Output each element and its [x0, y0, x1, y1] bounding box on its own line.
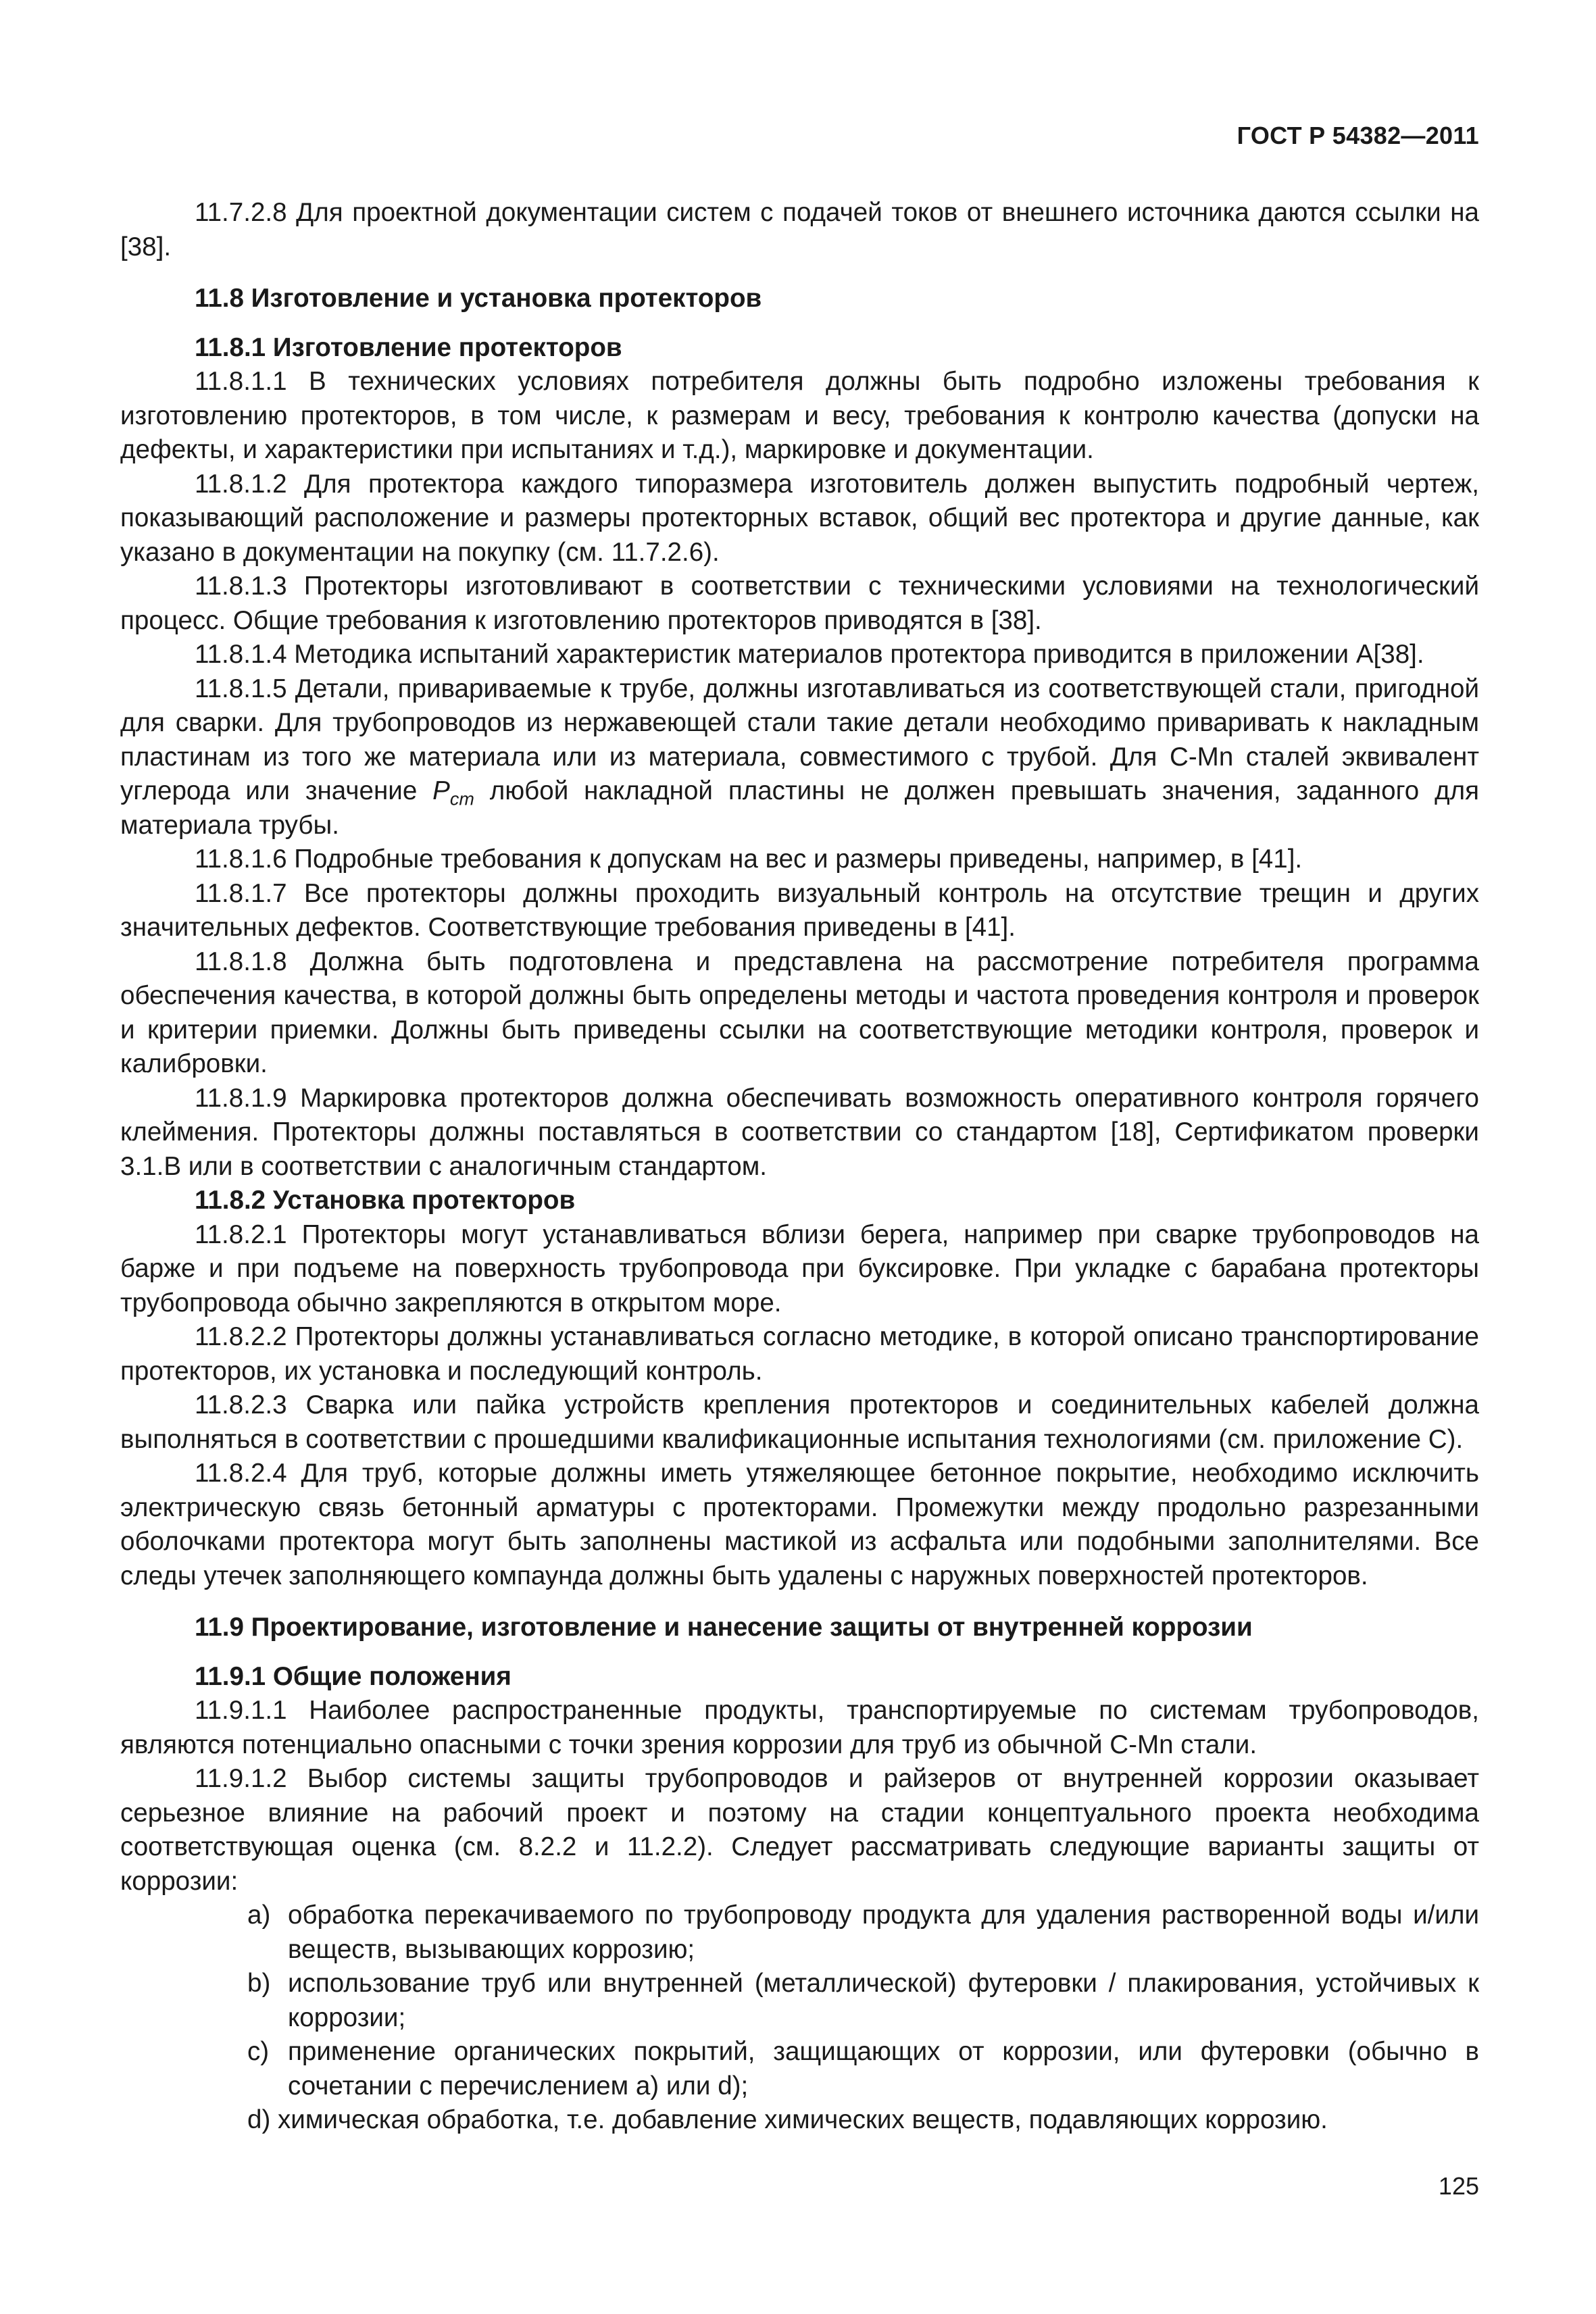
pcm-letter: P — [432, 776, 450, 805]
paragraph-11-8-1-5-part-b: любой накладной пластины не должен превышать значения, заданного для материала трубы. — [120, 776, 1480, 840]
paragraph-11-8-1-4: 11.8.1.4 Методика испытаний характеристик материалов протектора приводится в приложении А[38]. — [195, 640, 1424, 669]
list-marker: а) — [247, 1901, 271, 1930]
paragraph-11-8-1-3: 11.8.1.3 Протекторы изготовливают в соответствии с техническими условиями на технологический процесс. Общие требования к изготовлению протекторов приводятся в [38]. — [120, 572, 1479, 635]
paragraph-11-8-2-3: 11.8.2.3 Сварка или пайка устройств крепления протекторов и соединительных кабелей должна выполняться в соответствии с прошедшими квалификационные испытания технологиями (см. приложение С). — [120, 1390, 1479, 1454]
paragraph-11-8-1-5 — [120, 672, 1479, 843]
paragraph-11-8-1-5-part-a: 11.8.1.5 Детали, привариваемые к трубе, должны изготавливаться из соответствующей стали, пригодной для сварки. Для трубопроводов из нержавеющей стали такие детали необходимо приваривать к накладным пластинам из того же материала или из материала, совместимого с трубой. Для C-Mn сталей эквивалент углерода или значение — [120, 674, 1479, 805]
document-page — [120, 115, 1479, 2277]
list-marker: b) — [247, 1969, 271, 1998]
protection-options-list — [120, 1898, 1479, 2138]
list-item — [120, 1898, 1479, 1967]
subsection-heading-11-8-1: 11.8.1 Изготовление протекторов — [195, 332, 622, 362]
pcm-subscript: cm — [449, 788, 474, 809]
paragraph-11-9-1-2: 11.9.1.2 Выбор системы защиты трубопроводов и райзеров от внутренней коррозии оказывает серьезное влияние на рабочий проект и поэтому на стадии концептуального проекта необходима соответствующая оценка (см. 8.2.2 и 11.2.2). Следует рассматривать следующие варианты защиты от коррозии: — [120, 1764, 1479, 1896]
paragraph-11-8-1-7: 11.8.1.7 Все протекторы должны проходить визуальный контроль на отсутствие трещин и других значительных дефектов. Соответствующие требования приведены в [41]. — [120, 878, 1479, 942]
paragraph-11-8-1-9: 11.8.1.9 Маркировка протекторов должна обеспечивать возможность оперативного контроля горячего клеймения. Протекторы должны поставляться в соответствии со стандартом [18], Сертификатом проверки 3.1.В или в соответствии с аналогичным стандартом. — [120, 1083, 1479, 1181]
paragraph-11-8-2-1: 11.8.2.1 Протекторы могут устанавливаться вблизи берега, например при сварке трубопроводов на барже и при подъеме на поверхность трубопровода при буксировке. При укладке с барабана протекторы трубопровода обычно закрепляются в открытом море. — [120, 1219, 1479, 1317]
paragraph-11-7-2-8: 11.7.2.8 Для проектной документации систем с подачей токов от внешнего источника даются ссылки на [38]. — [120, 198, 1479, 261]
section-heading-11-9: 11.9 Проектирование, изготовление и нанесение защиты от внутренней коррозии — [195, 1613, 1253, 1642]
list-item-text: обработка перекачиваемого по трубопроводу продукта для удаления растворенной воды и/или веществ, вызывающих коррозию; — [288, 1901, 1479, 1964]
section-heading-11-8: 11.8 Изготовление и установка протекторов — [195, 284, 762, 313]
list-item — [120, 1967, 1479, 2035]
list-item-text: d) химическая обработка, т.е. добавление химических веществ, подавляющих коррозию. — [247, 2105, 1328, 2134]
paragraph-11-8-2-2: 11.8.2.2 Протекторы должны устанавливаться согласно методике, в которой описано транспортирование протекторов, их установка и последующий контроль. — [120, 1322, 1479, 1386]
standard-header: ГОСТ Р 54382—2011 — [1237, 122, 1479, 149]
list-item — [120, 2035, 1479, 2103]
paragraph-11-8-1-2: 11.8.1.2 Для протектора каждого типоразмера изготовитель должен выпустить подробный чертеж, показывающий расположение и размеры протекторных вставок, общий вес протектора и другие данные, как указано в документации на покупку (см. 11.7.2.6). — [120, 469, 1479, 567]
document-body — [120, 196, 1479, 2138]
list-item-text: применение органических покрытий, защищающих от коррозии, или футеровки (обычно в сочетании с перечислением а) или d); — [288, 2037, 1479, 2101]
list-marker: с) — [247, 2037, 270, 2066]
list-item-text: использование труб или внутренней (металлической) футеровки / плакирования, устойчивых к коррозии; — [288, 1969, 1479, 2032]
subsection-heading-11-9-1: 11.9.1 Общие положения — [195, 1661, 512, 1691]
paragraph-11-8-1-8: 11.8.1.8 Должна быть подготовлена и представлена на рассмотрение потребителя программа обеспечения качества, в которой должны быть определены методы и частота проведения контроля и проверок и критерии приемки. Должны быть приведены ссылки на соответствующие методики контроля, проверок и калибровки. — [120, 947, 1479, 1078]
paragraph-11-8-1-1: 11.8.1.1 В технических условиях потребителя должны быть подробно изложены требования к изготовлению протекторов, в том числе, к размерам и весу, требования к контролю качества (допуски на дефекты, и характеристики при испытаниях и т.д.), маркировке и документации. — [120, 367, 1479, 464]
paragraph-11-9-1-1: 11.9.1.1 Наиболее распространенные продукты, транспортируемые по системам трубопроводов, являются потенциально опасными с точки зрения коррозии для труб из обычной C-Mn стали. — [120, 1696, 1479, 1759]
list-item — [120, 2103, 1479, 2138]
pcm-variable — [432, 776, 474, 809]
paragraph-11-8-2-4: 11.8.2.4 Для труб, которые должны иметь утяжеляющее бетонное покрытие, необходимо исключить электрическую связь бетонный арматуры с протекторами. Промежутки между продольно разрезанными оболочками протектора могут быть заполнены мастикой из асфальта или подобными заполнителями. Все следы утечек заполняющего компаунда должны быть удалены с наружных поверхностей протекторов. — [120, 1459, 1479, 1590]
paragraph-11-8-1-6: 11.8.1.6 Подробные требования к допускам на вес и размеры приведены, например, в [41]. — [195, 845, 1303, 874]
subsection-heading-11-8-2: 11.8.2 Установка протекторов — [195, 1186, 576, 1215]
page-number: 125 — [1438, 2172, 1479, 2200]
